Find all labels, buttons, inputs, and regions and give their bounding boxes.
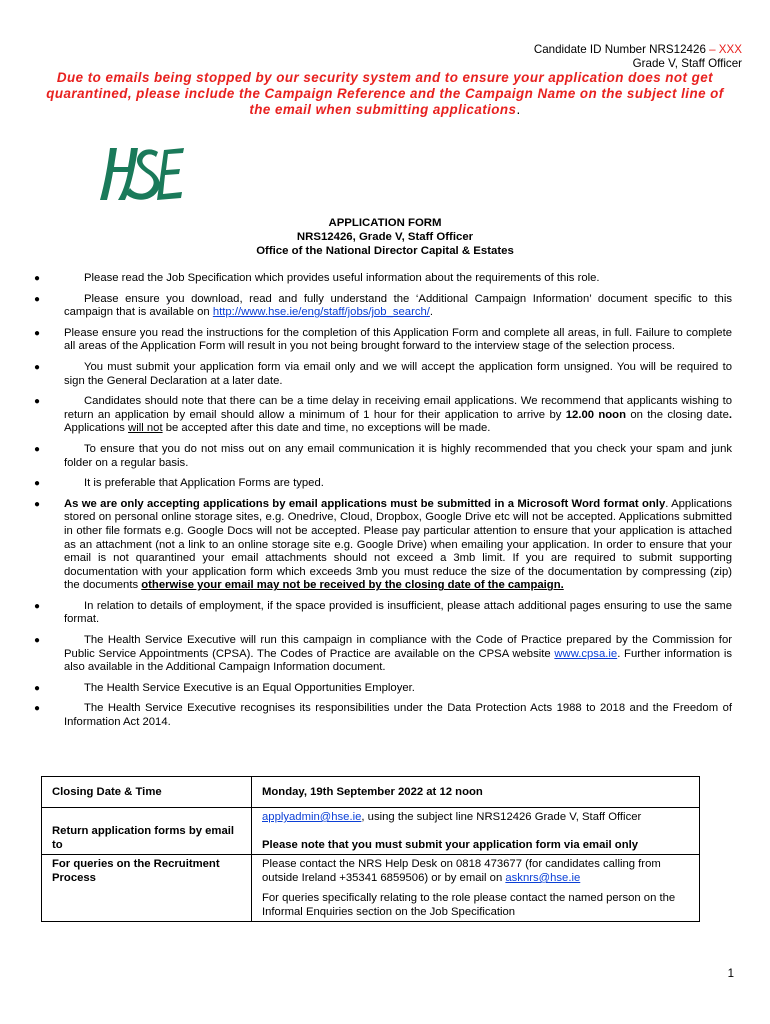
job-search-link[interactable]: http://www.hse.ie/eng/staff/jobs/job_search/: [212, 306, 430, 319]
office-title: Office of the National Director Capital & Estates: [256, 245, 514, 257]
form-title: APPLICATION FORM: [328, 217, 442, 229]
list-item: ● Please ensure you download, read and fully understand the ‘Additional Campaign Information’ document specific to this campaign that is available on http://www.hse.ie/eng/staff/jobs/job_search/.: [34, 292, 732, 319]
list-item: ● The Health Service Executive recognises its responsibilities under the Data Protection Acts 1988 to 2018 and the Freedom of Information Act 2014.: [34, 702, 732, 729]
list-item: ● Candidates should note that there can be a time delay in receiving email applications. We recommend that applicants wishing to return an application by email should allow a minimum of 1 hour for their application to arrive by 12.00 noon on the closing date. Applications will not be accepted after this date and time, no exceptions will be made.: [34, 395, 732, 435]
list-item: ● The Health Service Executive will run this campaign in compliance with the Code of Practice prepared by the Commission for Public Service Appointments (CPSA). The Codes of Practice are available on the CPSA website www.cpsa.ie. Further information is also available in the Additional Campaign Information document.: [34, 634, 732, 674]
list-item: ● The Health Service Executive is an Equal Opportunities Employer.: [34, 681, 415, 694]
list-item: ● Please read the Job Specification which provides useful information about the requirements of this role.: [34, 272, 600, 284]
queries-label: For queries on the Recruitment Process: [42, 855, 252, 922]
list-item: ● Please ensure you read the instructions for the completion of this Application Form and complete all areas, in full. Failure to complete all areas of the Application Form will result in you not being brought forward to the interview stage of the selection process.: [34, 326, 732, 353]
asknrs-email-link[interactable]: asknrs@hse.ie: [505, 872, 581, 884]
table-row: [42, 855, 700, 922]
email-only-note: Please note that you must submit your application form via email only: [262, 839, 639, 851]
email-warning: Due to emails being stopped by our security system and to ensure your application does not get quarantined, please include the Campaign Reference and the Campaign Name on the subject line of the email when submitting applications.: [46, 70, 724, 117]
candidate-header: [534, 43, 742, 71]
table-row: [42, 777, 700, 808]
applyadmin-email-link[interactable]: applyadmin@hse.ie: [262, 811, 362, 823]
role-queries-text: For queries specifically relating to the role please contact the named person on the Informal Enquiries section on the Job Specification: [262, 892, 676, 918]
return-forms-label: Return application forms by email to: [42, 808, 252, 855]
list-item: ● In relation to details of employment, if the space provided is insufficient, please attach additional pages ensuring to use the same format.: [34, 599, 732, 626]
page-number: 1: [727, 968, 734, 980]
list-item: ● To ensure that you do not miss out on any email communication it is highly recommended that you check your spam and junk folder on a regular basis.: [34, 442, 732, 469]
closing-date-value: Monday, 19th September 2022 at 12 noon: [252, 777, 700, 808]
table-row: [42, 808, 700, 855]
list-item: ● It is preferable that Application Forms are typed.: [34, 477, 324, 490]
instructions-list: [34, 272, 732, 737]
candidate-id-suffix: – XXX: [709, 43, 742, 56]
list-item: ● As we are only accepting applications by email applications must be submitted in a Microsoft Word format only. Applications stored on personal online storage sites, e.g. Onedrive, Cloud, Dropbox, Google Drive etc will not be accepted. Applications submitted in other file formats e.g. Google Docs will not be accepted. Please pay particular attention to ensure that your application is attached as an attachment (not a link to an online storage site e.g. Google Drive) when emailing your application. In order to ensure that your email is not quarantined your email attachments should not exceed a 3mb limit. If you are required to submit supporting documentation with your application form which exceeds 3mb you must reduce the size of the documentation by compressing (zip) the documents otherwise your email may not be received by the closing date of the campaign.: [34, 497, 732, 592]
candidate-id-line: Candidate ID Number NRS12426 – XXX: [533, 43, 742, 56]
campaign-title: NRS12426, Grade V, Staff Officer: [296, 231, 474, 243]
cpsa-link[interactable]: www.cpsa.ie: [554, 647, 618, 660]
queries-value: Please contact the NRS Help Desk on 0818 473677 (for candidates calling from outside Ireland +35341 6859506) or by email on asknrs@hse.ie For queries specifically relating to the role please contact the named person on the Informal Enquiries section on the Job Specification: [252, 855, 700, 922]
application-info-table: [41, 776, 700, 922]
application-form-title: [0, 216, 770, 258]
hse-logo-icon: [96, 142, 186, 206]
return-forms-value: applyadmin@hse.ie, using the subject line NRS12426 Grade V, Staff Officer Please note that you must submit your application form via email only: [252, 808, 700, 855]
list-item: ● You must submit your application form via email only and we will accept the application form unsigned. You will be required to sign the General Declaration at a later date.: [34, 360, 732, 387]
grade-line: Grade V, Staff Officer: [632, 57, 742, 70]
closing-date-label: Closing Date & Time: [42, 777, 252, 808]
